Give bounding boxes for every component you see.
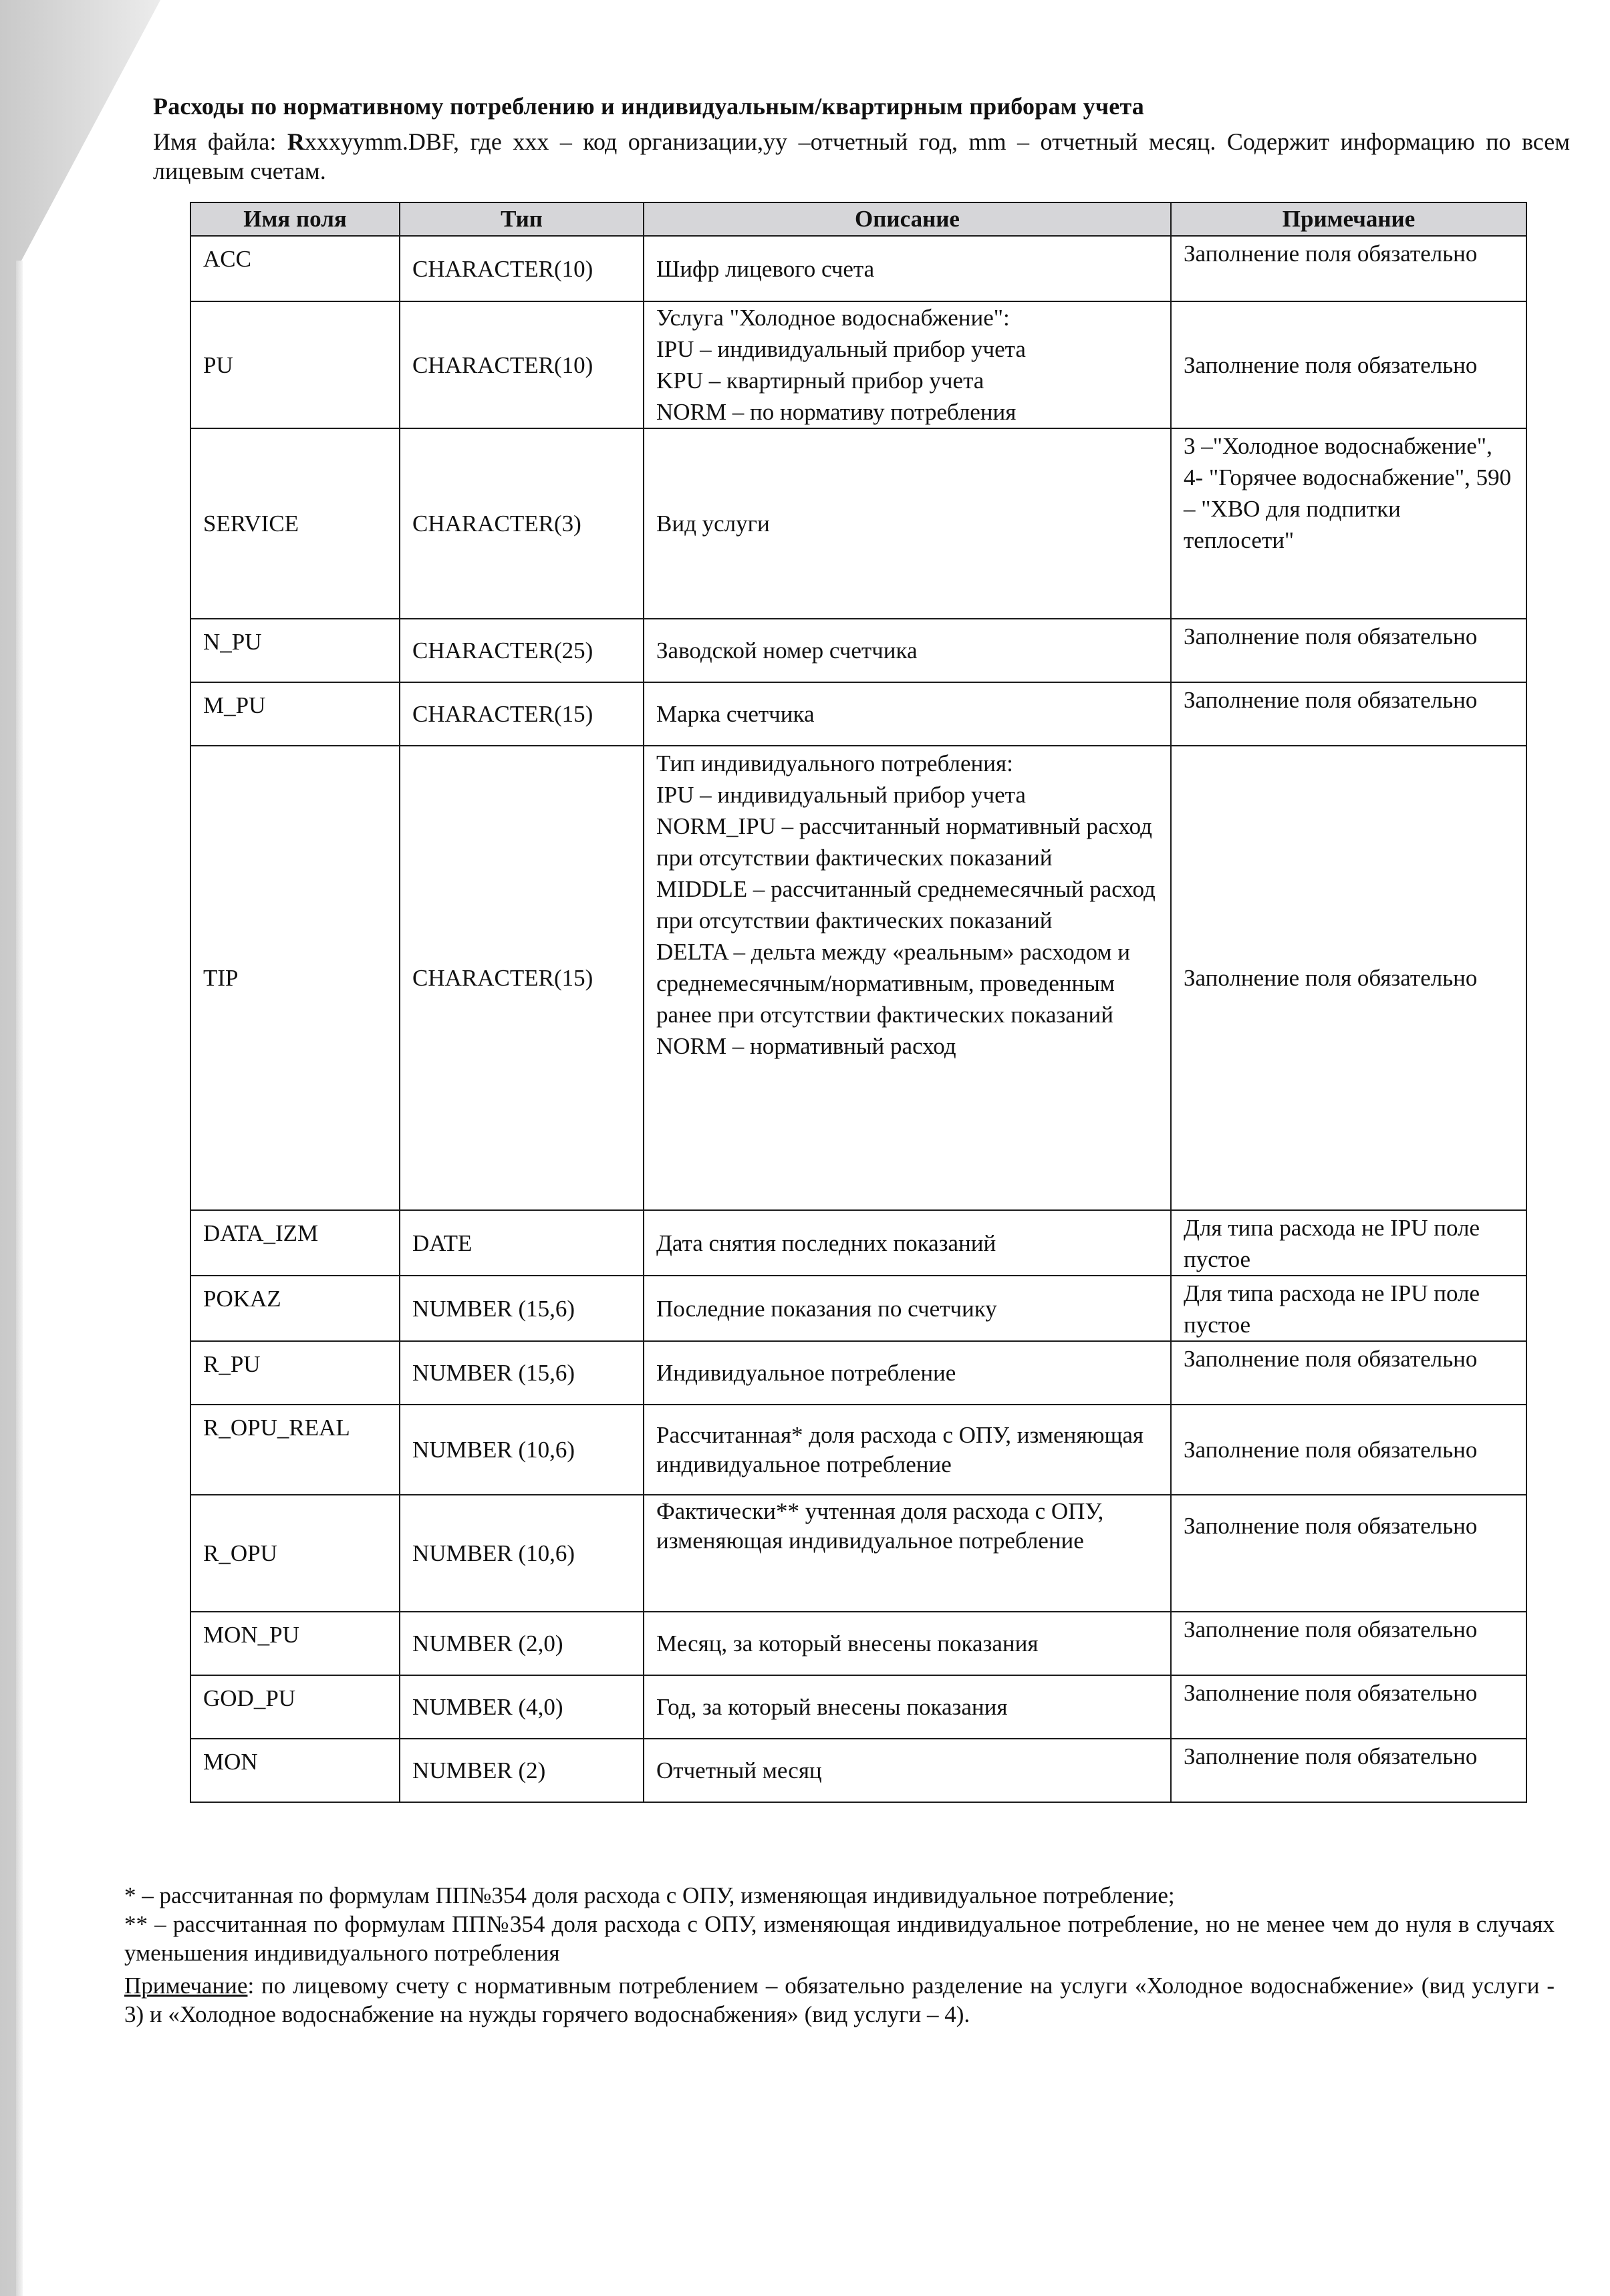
field-description [644, 1405, 1171, 1495]
field-name: PU [190, 301, 400, 428]
table-row [190, 236, 1526, 301]
field-description [644, 619, 1171, 682]
field-description [644, 1612, 1171, 1675]
table-row [190, 746, 1526, 1210]
field-note: Заполнение поля обязательно [1171, 1739, 1526, 1802]
field-note: Заполнение поля обязательно [1171, 301, 1526, 428]
field-type: CHARACTER(10) [400, 301, 644, 428]
table-row [190, 1341, 1526, 1405]
description-line: Заводской номер счетчика [656, 637, 918, 664]
description-line: Индивидуальное потребление [656, 1360, 956, 1386]
field-description [644, 428, 1171, 619]
field-spec-table [190, 202, 1527, 1803]
intro-prefix: Имя файла: [153, 128, 287, 155]
description-line: IPU – индивидуальный прибор учета [656, 336, 1026, 362]
field-name: M_PU [190, 682, 400, 746]
table-row [190, 1612, 1526, 1675]
field-note: Заполнение поля обязательно [1171, 1405, 1526, 1495]
description-line: MIDDLE – рассчитанный среднемесячный расход при отсутствии фактических показаний [656, 876, 1156, 934]
field-note: Заполнение поля обязательно [1171, 1341, 1526, 1405]
footnote-single-star: * – рассчитанная по формулам ПП№354 доля расхода с ОПУ, изменяющая индивидуальное потребление; [124, 1882, 1175, 1908]
field-type: CHARACTER(15) [400, 682, 644, 746]
field-type: NUMBER (4,0) [400, 1675, 644, 1739]
table-row [190, 301, 1526, 428]
description-line: Фактически** учтенная доля расхода с ОПУ, изменяющая индивидуальное потребление [656, 1498, 1104, 1554]
field-type: NUMBER (15,6) [400, 1341, 644, 1405]
field-note: Заполнение поля обязательно [1171, 619, 1526, 682]
header-field-name: Имя поля [190, 202, 400, 236]
description-line: IPU – индивидуальный прибор учета [656, 782, 1026, 808]
field-name: TIP [190, 746, 400, 1210]
footnote-remark [124, 1971, 1555, 2029]
description-line: Тип индивидуального потребления: [656, 750, 1013, 776]
header-description: Описание [644, 202, 1171, 236]
field-note: Для типа расхода не IPU поле пустое [1171, 1276, 1526, 1341]
field-name: MON [190, 1739, 400, 1802]
field-description [644, 1495, 1171, 1612]
field-name: ACC [190, 236, 400, 301]
description-line: Месяц, за который внесены показания [656, 1630, 1039, 1657]
field-description [644, 236, 1171, 301]
description-line: Последние показания по счетчику [656, 1295, 997, 1322]
description-line: Рассчитанная* доля расхода с ОПУ, изменяющая индивидуальное потребление [656, 1421, 1144, 1477]
remark-label: Примечание [124, 1973, 248, 1999]
header-type: Тип [400, 202, 644, 236]
document-title: Расходы по нормативному потреблению и индивидуальным/квартирным приборам учета [153, 93, 1144, 120]
field-name: DATA_IZM [190, 1210, 400, 1276]
field-type: NUMBER (2) [400, 1739, 644, 1802]
table-row [190, 1405, 1526, 1495]
field-name: GOD_PU [190, 1675, 400, 1739]
field-type: NUMBER (2,0) [400, 1612, 644, 1675]
table-row [190, 1276, 1526, 1341]
field-type: NUMBER (10,6) [400, 1495, 644, 1612]
field-description [644, 1739, 1171, 1802]
description-line: DELTA – дельта между «реальным» расходом и среднемесячным/нормативным, проведенным ранее при отсутствии фактических показаний [656, 939, 1131, 1028]
table-row [190, 1495, 1526, 1612]
table-row [190, 1739, 1526, 1802]
table-row [190, 1210, 1526, 1276]
field-note: Заполнение поля обязательно [1171, 1495, 1526, 1612]
field-note: Заполнение поля обязательно [1171, 1675, 1526, 1739]
description-line: NORM – по нормативу потребления [656, 399, 1017, 425]
field-note: Для типа расхода не IPU поле пустое [1171, 1210, 1526, 1276]
footnotes [124, 1881, 1555, 2029]
field-description [644, 1210, 1171, 1276]
field-description [644, 1276, 1171, 1341]
field-note: 3 –"Холодное водоснабжение", 4- "Горячее водоснабжение", 590 – "ХВО для подпитки теплосети" [1171, 428, 1526, 619]
field-name: R_OPU [190, 1495, 400, 1612]
field-description [644, 1675, 1171, 1739]
scanner-shadow-edge [16, 261, 23, 2296]
field-note: Заполнение поля обязательно [1171, 236, 1526, 301]
field-note: Заполнение поля обязательно [1171, 682, 1526, 746]
table-row [190, 619, 1526, 682]
table-header-row [190, 202, 1526, 236]
table-row [190, 428, 1526, 619]
field-note: Заполнение поля обязательно [1171, 746, 1526, 1210]
field-type: NUMBER (10,6) [400, 1405, 644, 1495]
field-type: CHARACTER(25) [400, 619, 644, 682]
description-line: Услуга "Холодное водоснабжение": [656, 305, 1010, 331]
field-name: N_PU [190, 619, 400, 682]
field-description [644, 1341, 1171, 1405]
field-name: R_PU [190, 1341, 400, 1405]
description-line: Дата снятия последних показаний [656, 1230, 996, 1256]
footnote-double-star: ** – рассчитанная по формулам ПП№354 доля расхода с ОПУ, изменяющая индивидуальное потребление, но не менее чем до нуля в случаях уменьшения индивидуального потребления [124, 1911, 1555, 1966]
field-type: CHARACTER(3) [400, 428, 644, 619]
field-name: R_OPU_REAL [190, 1405, 400, 1495]
field-type: NUMBER (15,6) [400, 1276, 644, 1341]
header-note: Примечание [1171, 202, 1526, 236]
field-type: CHARACTER(10) [400, 236, 644, 301]
intro-paragraph [153, 127, 1570, 186]
description-line: Шифр лицевого счета [656, 255, 875, 282]
description-line: NORM – нормативный расход [656, 1033, 956, 1059]
filename-rest: xxxyymm.DBF [304, 128, 454, 155]
field-description [644, 301, 1171, 428]
field-description [644, 746, 1171, 1210]
field-type: CHARACTER(15) [400, 746, 644, 1210]
field-name: POKAZ [190, 1276, 400, 1341]
remark-text: : по лицевому счету с нормативным потреблением – обязательно разделение на услуги «Холодное водоснабжение» (вид услуги - 3) и «Холодное водоснабжение на нужды горячего водоснабжения» (вид услуги – 4). [124, 1973, 1555, 2027]
table-row [190, 682, 1526, 746]
description-line: NORM_IPU – рассчитанный нормативный расход при отсутствии фактических показаний [656, 813, 1152, 871]
description-line: KPU – квартирный прибор учета [656, 368, 984, 394]
table-row [190, 1675, 1526, 1739]
filename-bold-letter: R [287, 128, 305, 155]
description-line: Вид услуги [656, 511, 770, 537]
description-line: Марка счетчика [656, 701, 815, 727]
field-type: DATE [400, 1210, 644, 1276]
field-name: SERVICE [190, 428, 400, 619]
description-line: Год, за который внесены показания [656, 1694, 1008, 1720]
field-description [644, 682, 1171, 746]
intro-text: , где xxx – код организации,yy –отчетный год, mm – отчетный месяц. Содержит информацию по всем лицевым счетам. [153, 128, 1570, 184]
field-note: Заполнение поля обязательно [1171, 1612, 1526, 1675]
description-line: Отчетный месяц [656, 1757, 822, 1783]
field-name: MON_PU [190, 1612, 400, 1675]
